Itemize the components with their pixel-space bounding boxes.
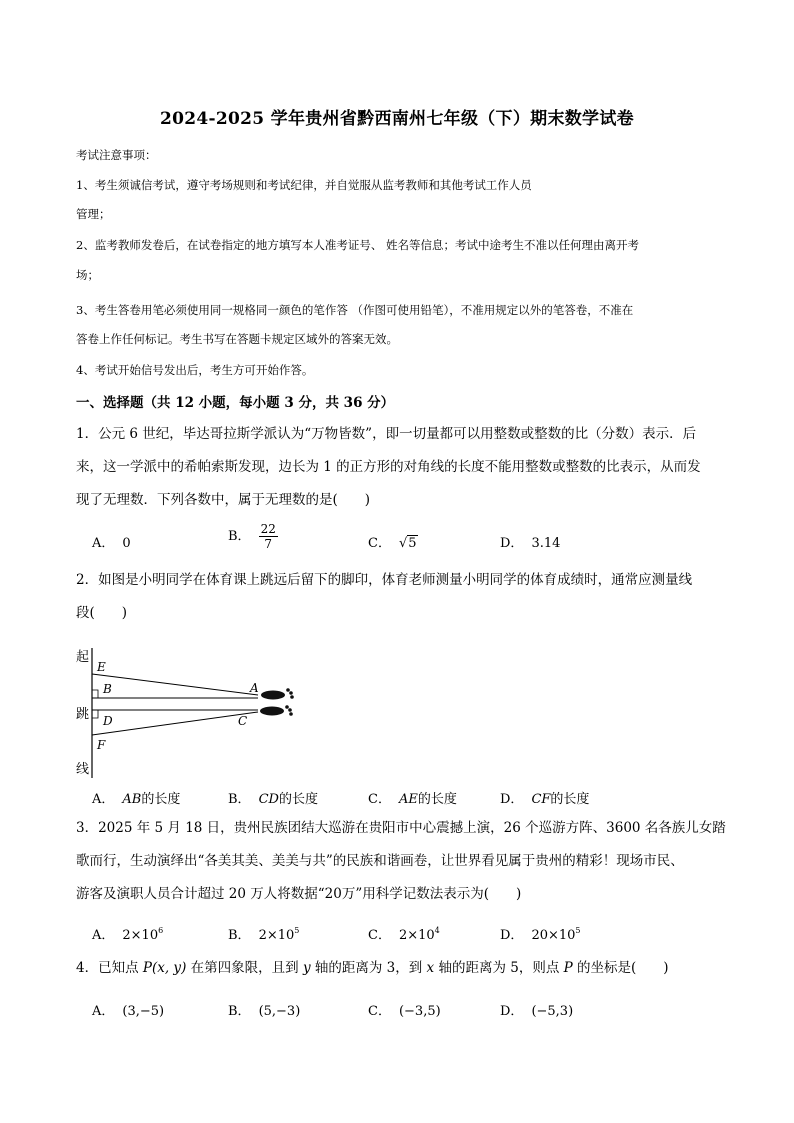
- option-b[interactable]: B． $\frac{22}{7}$: [228, 522, 276, 551]
- label-e: E: [97, 660, 106, 674]
- option-d[interactable]: D． (−5,3): [500, 1004, 574, 1019]
- option-a[interactable]: A． $2\times 10^6$: [92, 926, 164, 943]
- sqrt-expression: √5: [398, 536, 417, 551]
- question-3-options: [92, 924, 732, 946]
- option-c[interactable]: C． AE的长度: [368, 792, 457, 807]
- option-d[interactable]: D． CF的长度: [500, 792, 590, 807]
- right-angle-mark-b: [92, 690, 98, 698]
- question-3-line: 3．2025 年 5 月 18 日，贵州民族团结大巡游在贵阳市中心震撼上演，26 个巡游方阵、3600 名各族儿女踏: [76, 820, 726, 836]
- segment-ea: [92, 674, 258, 695]
- question-1-line: 1．公元 6 世纪，毕达哥拉斯学派认为“万物皆数”，即一切量都可以用整数或整数的比（分数）表示．后: [76, 426, 697, 442]
- option-b[interactable]: B． (5,−3): [228, 1004, 301, 1019]
- question-4-line: 4．已知点 P(x, y) 在第四象限，且到 y 轴的距离为 3，到 x 轴的距离为 5，则点 P 的坐标是( ): [76, 960, 669, 976]
- option-a[interactable]: A． AB的长度: [92, 792, 181, 807]
- footprint-icon: [260, 688, 294, 716]
- takeoff-char: 线: [76, 762, 90, 777]
- option-c[interactable]: C． $2\times 10^4$: [368, 926, 440, 943]
- question-3-line: 游客及演职人员合计超过 20 万人将数据“20万”用科学记数法表示为( ): [76, 886, 522, 902]
- option-c[interactable]: C． (−3,5): [368, 1004, 441, 1019]
- notice-heading: 考试注意事项：: [76, 148, 157, 162]
- section-heading: 一、选择题（共 12 小题，每小题 3 分，共 36 分）: [76, 395, 395, 411]
- question-2-line: 段( ): [76, 605, 128, 621]
- option-c[interactable]: C． √5: [368, 536, 417, 551]
- question-1-line: 来，这一学派中的希帕索斯发现，边长为 1 的正方形的对角线的长度不能用整数或整数的比表示，从而发: [76, 459, 701, 475]
- question-1-options: [92, 522, 732, 551]
- notice-line: 3、考生答卷用笔必须使用同一规格同一颜色的笔作答 （作图可使用铅笔），不准用规定以外的笔答卷，不准在: [76, 303, 634, 317]
- notice-line: 4、考试开始信号发出后，考生方可开始作答。: [76, 363, 314, 377]
- option-b[interactable]: B． $2\times 10^5$: [228, 926, 300, 943]
- label-f: F: [97, 738, 106, 752]
- notice-line: 2、监考教师发卷后，在试卷指定的地方填写本人准考证号、 姓名等信息；考试中途考生不准以任何理由离开考: [76, 238, 639, 252]
- fraction: $\frac{22}{7}$: [260, 522, 276, 551]
- page-title: 2024-2025 学年贵州省黔西南州七年级（下）期末数学试卷: [160, 109, 634, 129]
- takeoff-char: 起: [76, 650, 90, 665]
- right-angle-mark-d: [92, 710, 98, 718]
- label-c: C: [238, 714, 248, 728]
- notice-line: 答卷上作任何标记。考生书写在答题卡规定区域外的答案无效。: [76, 332, 398, 346]
- option-b[interactable]: B． CD的长度: [228, 792, 318, 807]
- label-a: A: [250, 681, 259, 695]
- label-b: B: [103, 682, 112, 696]
- notice-line: 1、考生须诚信考试，遵守考场规则和考试纪律，并自觉服从监考教师和其他考试工作人员: [76, 178, 532, 192]
- long-jump-figure: [72, 640, 312, 780]
- option-d[interactable]: D． 3.14: [500, 536, 561, 551]
- question-4-options: [92, 1000, 732, 1022]
- question-3-line: 歌而行，生动演绎出“各美其美、美美与共”的民族和谐画卷，让世界看见属于贵州的精彩！现场市民、: [76, 853, 684, 869]
- option-d[interactable]: D． $20\times 10^5$: [500, 926, 581, 943]
- question-1-line: 现了无理数．下列各数中，属于无理数的是( ): [76, 492, 371, 508]
- notice-line: 场；: [76, 268, 99, 282]
- question-2-options: [92, 788, 732, 810]
- question-2-line: 2．如图是小明同学在体育课上跳远后留下的脚印，体育老师测量小明同学的体育成绩时，通常应测量线: [76, 572, 693, 588]
- label-d: D: [103, 714, 113, 728]
- option-a[interactable]: A． 0: [92, 536, 131, 551]
- notice-line: 管理；: [76, 207, 111, 221]
- option-a[interactable]: A． (3,−5): [92, 1004, 165, 1019]
- takeoff-char: 跳: [76, 707, 90, 722]
- segment-fc: [92, 712, 258, 735]
